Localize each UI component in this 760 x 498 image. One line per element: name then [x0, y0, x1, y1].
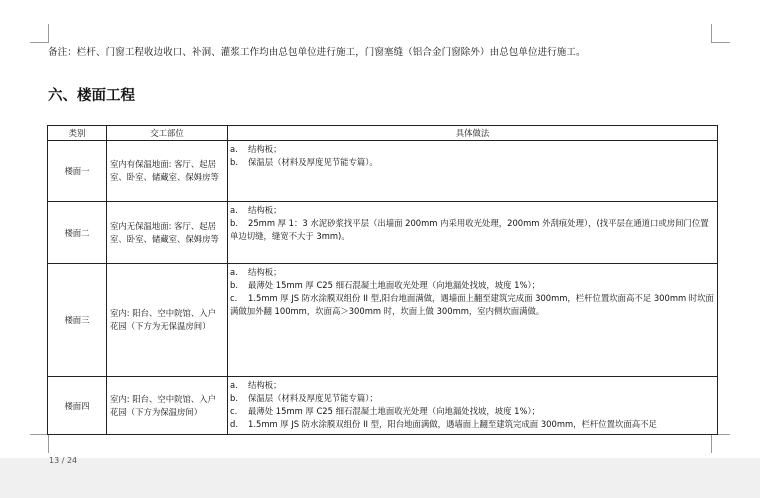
- header-location: 交工部位: [107, 126, 228, 141]
- table-row: [48, 141, 718, 202]
- method-item: d. 1.5mm 厚 JS 防水涂膜双组份 II 型，阳台地面满做，遇墙面上翻至建筑完成面 300mm，栏杆位置坎面高不足: [230, 419, 657, 429]
- method-item: b. 25mm 厚 1：3 水泥砂浆找平层（出墙面 200mm 内采用收光处理，200mm 外刮痕处理），(找平层在通道口或房间门位置单边切缝，缝宽不大于 3mm)。: [230, 218, 709, 241]
- method-item: c. 1.5mm 厚 JS 防水涂膜双组份 II 型,阳台地面满做，遇墙面上翻至建筑完成面 300mm，栏杆位置坎面高不足 300mm 时坎面满做加外翻 100mm，坎面高＞300mm 时，坎面上做 300mm，室内侧坎面满做。: [230, 293, 714, 316]
- header-method: 具体做法: [228, 126, 718, 141]
- row-category: 楼面四: [48, 377, 107, 435]
- method-item: b. 保温层（材料及厚度见节能专篇）；: [230, 393, 378, 403]
- table-row: [48, 377, 718, 435]
- page-number: 13 / 24: [49, 456, 78, 465]
- row-method: [228, 141, 718, 202]
- method-item: b. 最薄处 15mm 厚 C25 细石混凝土地面收光处理（向地漏处找坡，坡度 1%）；: [230, 280, 541, 290]
- crop-mark-bottom-right: [711, 434, 730, 453]
- method-item: b. 保温层（材料及厚度见节能专篇）。: [230, 157, 378, 167]
- row-method: [228, 377, 718, 435]
- row-category: 楼面三: [48, 264, 107, 377]
- method-item: a. 结构板；: [230, 205, 282, 215]
- method-item: a. 结构板；: [230, 144, 282, 154]
- row-category: 楼面二: [48, 202, 107, 264]
- crop-mark-top-right: [711, 24, 730, 43]
- method-item: a. 结构板；: [230, 380, 282, 390]
- section-heading: 六、楼面工程: [48, 87, 135, 104]
- row-category: 楼面一: [48, 141, 107, 202]
- table-header-row: [48, 126, 718, 141]
- row-location: 室内有保温地面: 客厅、起居室、卧室、储藏室、保姆房等: [107, 141, 228, 202]
- method-item: c. 最薄处 15mm 厚 C25 细石混凝土地面收光处理（向地漏处找坡，坡度 1%）；: [230, 406, 541, 416]
- row-location: 室内无保温地面: 客厅、起居室、卧室、储藏室、保姆房等: [107, 202, 228, 264]
- table-row: [48, 202, 718, 264]
- crop-mark-top-left: [30, 24, 49, 43]
- viewer-background: [0, 458, 760, 498]
- table-row: [48, 264, 718, 377]
- remark-note: 备注：栏杆、门窗工程收边收口、补洞、灌浆工作均由总包单位进行施工，门窗塞缝（铝合金门窗除外）由总包单位进行施工。: [48, 47, 586, 58]
- row-method: [228, 202, 718, 264]
- header-category: 类别: [48, 126, 107, 141]
- row-location: 室内: 阳台、空中院馆、入户花园（下方为无保温房间）: [107, 264, 228, 377]
- method-item: a. 结构板；: [230, 267, 282, 277]
- floor-works-table: [47, 125, 718, 435]
- crop-mark-bottom-left: [30, 434, 49, 453]
- row-location: 室内: 阳台、空中院馆、入户花园（下方为保温房间）: [107, 377, 228, 435]
- row-method: [228, 264, 718, 377]
